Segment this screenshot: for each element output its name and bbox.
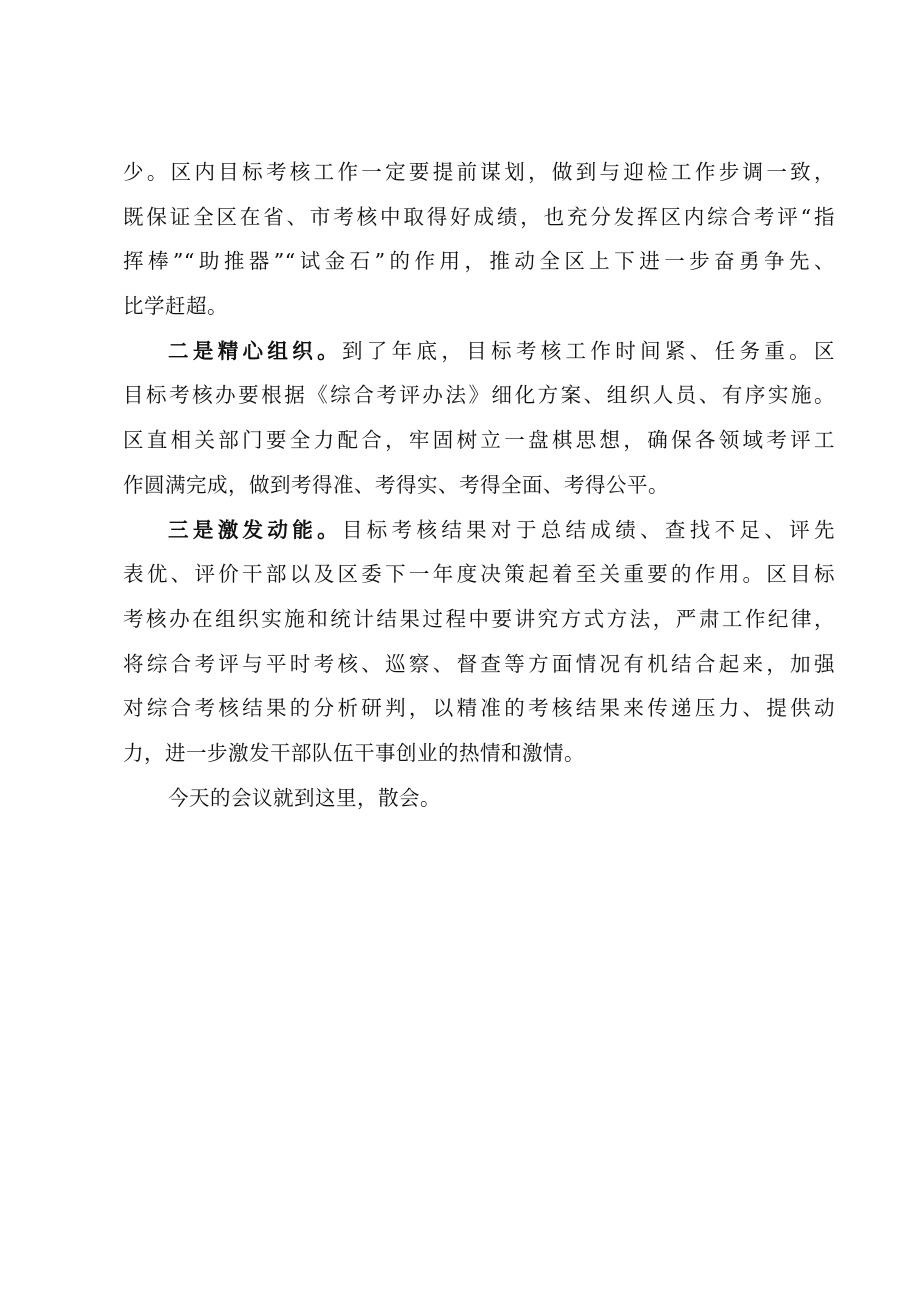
paragraph-3 xyxy=(123,508,835,776)
paragraph-heading: 二是精心组织。 xyxy=(168,338,342,363)
text-line: 将综合考评与平时考核、巡察、督查等方面情况有机结合起来，加强 xyxy=(123,651,835,676)
text-line xyxy=(123,329,835,374)
text-line: 目标考核办要根据《综合考评办法》细化方案、组织人员、有序实施。 xyxy=(123,383,835,408)
text-line: 挥棒”“助推器”“试金石”的作用，推动全区上下进一步奋勇争先、 xyxy=(123,249,835,274)
text-line: 今天的会议就到这里，散会。 xyxy=(168,785,441,810)
text-span: 目标考核结果对于总结成绩、查找不足、评先 xyxy=(341,517,836,542)
text-line: 力，进一步激发干部队伍干事创业的热情和激情。 xyxy=(123,740,585,765)
paragraph-heading: 三是激发动能。 xyxy=(168,517,342,542)
paragraph-2 xyxy=(123,329,835,508)
document-body xyxy=(123,150,835,820)
text-line: 作圆满完成，做到考得准、考得实、考得全面、考得公平。 xyxy=(123,472,669,497)
text-line: 表优、评价干部以及区委下一年度决策起着至关重要的作用。区目标 xyxy=(123,562,835,587)
paragraph-1 xyxy=(123,150,835,329)
text-line: 对综合考核结果的分析研判，以精准的考核结果来传递压力、提供动 xyxy=(123,696,835,721)
text-line: 少。区内目标考核工作一定要提前谋划，做到与迎检工作步调一致， xyxy=(123,160,835,184)
closing-paragraph xyxy=(123,776,835,821)
text-line: 区直相关部门要全力配合，牢固树立一盘棋思想，确保各领域考评工 xyxy=(123,428,835,453)
text-line: 比学赶超。 xyxy=(123,294,228,319)
text-line: 考核办在组织实施和统计结果过程中要讲究方式方法，严肃工作纪律， xyxy=(123,606,835,631)
text-line xyxy=(123,508,835,553)
text-line: 既保证全区在省、市考核中取得好成绩，也充分发挥区内综合考评“指 xyxy=(123,204,835,229)
text-span: 到了年底，目标考核工作时间紧、任务重。区 xyxy=(341,338,836,363)
